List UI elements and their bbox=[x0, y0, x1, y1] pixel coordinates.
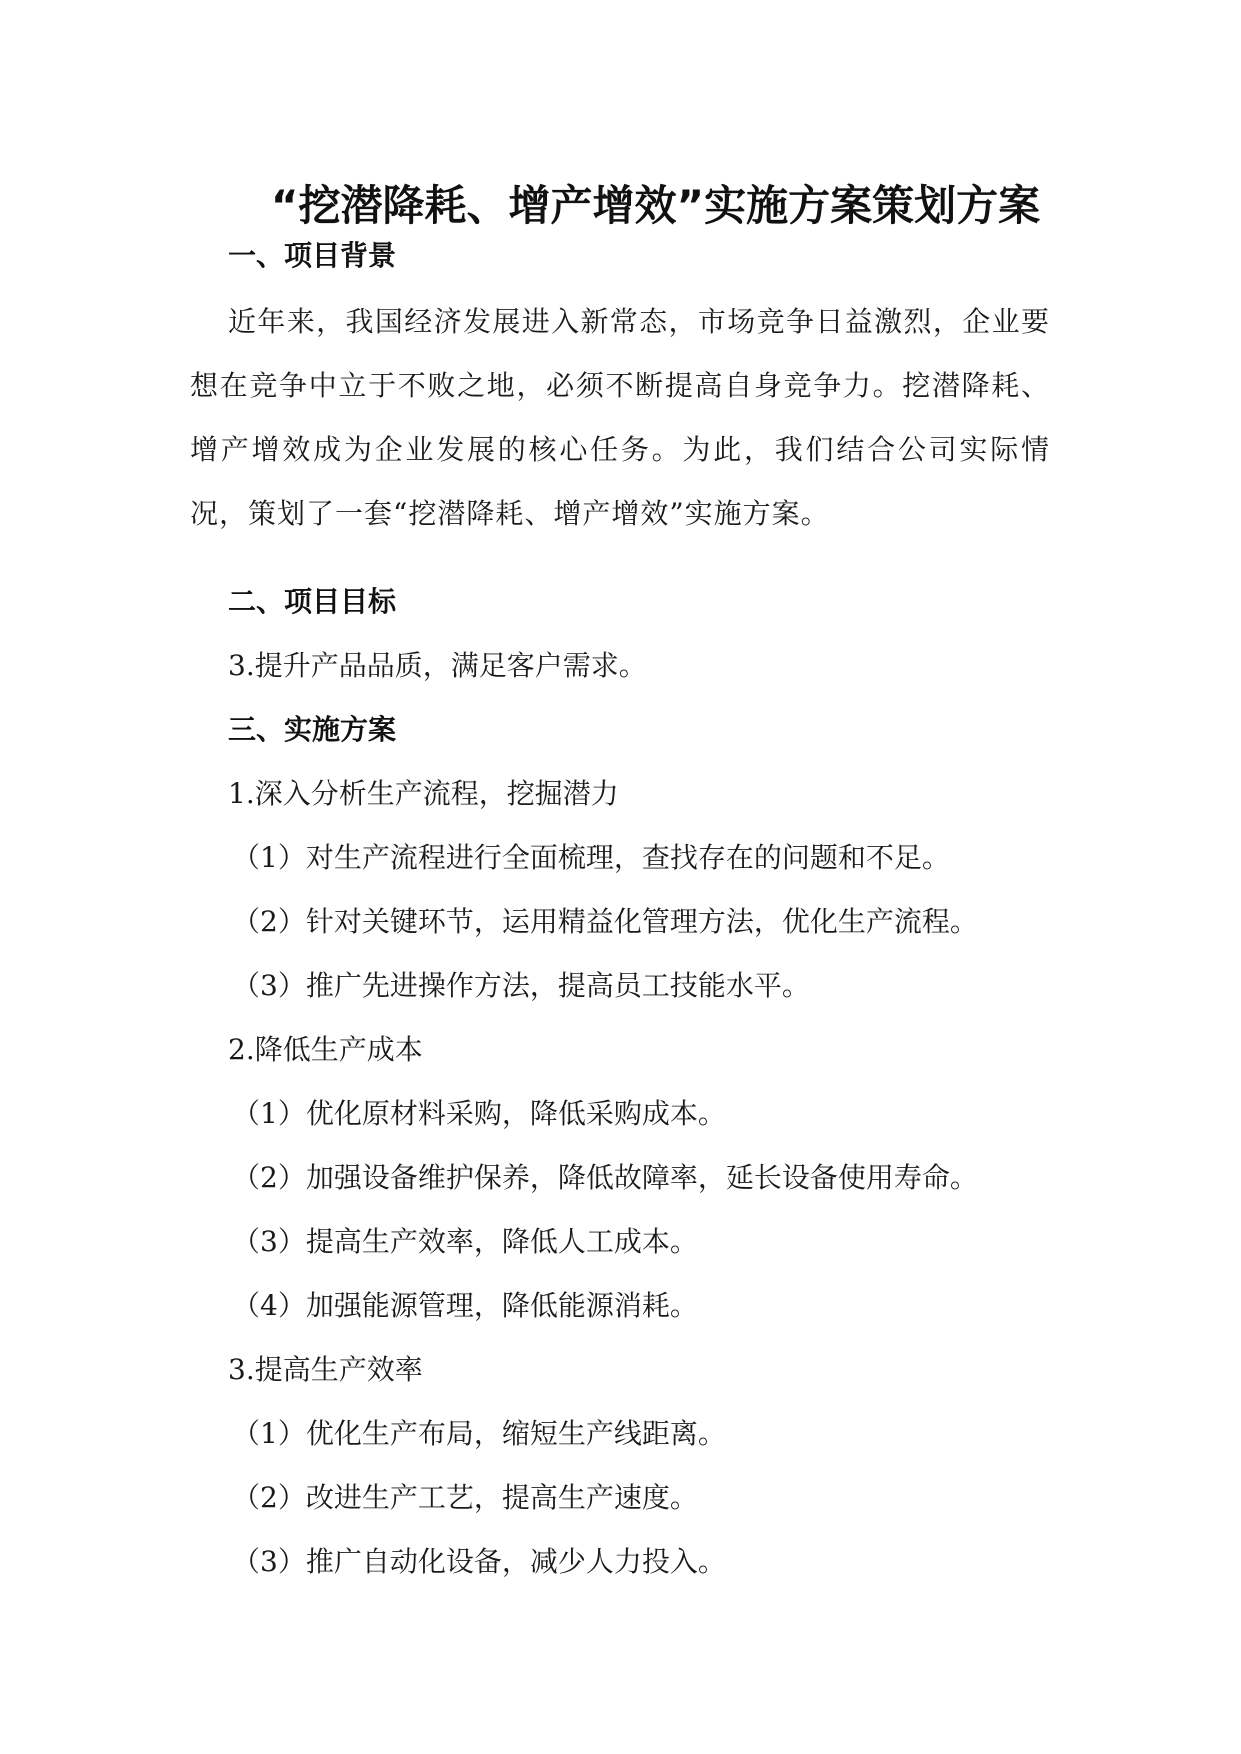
list-item: （3）推广先进操作方法，提高员工技能水平。 bbox=[232, 969, 810, 1002]
section-heading-background: 一、项目背景 bbox=[228, 239, 397, 272]
list-item: （1）对生产流程进行全面梳理，查找存在的问题和不足。 bbox=[232, 841, 950, 874]
plan-subtitle-2: 2.降低生产成本 bbox=[228, 1033, 423, 1066]
background-paragraph: 近年来，我国经济发展进入新常态，市场竞争日益激烈，企业要想在竞争中立于不败之地，必须不断提高自身竞争力。挖潜降耗、增产增效成为企业发展的核心任务。为此，我们结合公司实际情况，策划了一套“挖潜降耗、增产增效”实施方案。 bbox=[190, 305, 1050, 530]
section-heading-goals: 二、项目目标 bbox=[228, 585, 397, 618]
list-item: （3）推广自动化设备，减少人力投入。 bbox=[232, 1545, 726, 1578]
list-item: （1）优化原材料采购，降低采购成本。 bbox=[232, 1097, 726, 1130]
goal-item: 3.提升产品品质，满足客户需求。 bbox=[228, 649, 647, 682]
list-item: （1）优化生产布局，缩短生产线距离。 bbox=[232, 1417, 726, 1450]
list-item: （2）加强设备维护保养，降低故障率，延长设备使用寿命。 bbox=[232, 1161, 978, 1194]
plan-subtitle-1: 1.深入分析生产流程，挖掘潜力 bbox=[228, 777, 619, 810]
list-item: （4）加强能源管理，降低能源消耗。 bbox=[232, 1289, 698, 1322]
list-item: （2）针对关键环节，运用精益化管理方法，优化生产流程。 bbox=[232, 905, 978, 938]
section-heading-plan: 三、实施方案 bbox=[228, 713, 397, 746]
plan-subtitle-3: 3.提高生产效率 bbox=[228, 1353, 423, 1386]
document-title: “挖潜降耗、增产增效”实施方案策划方案 bbox=[270, 181, 1041, 230]
list-item: （2）改进生产工艺，提高生产速度。 bbox=[232, 1481, 698, 1514]
list-item: （3）提高生产效率，降低人工成本。 bbox=[232, 1225, 698, 1258]
